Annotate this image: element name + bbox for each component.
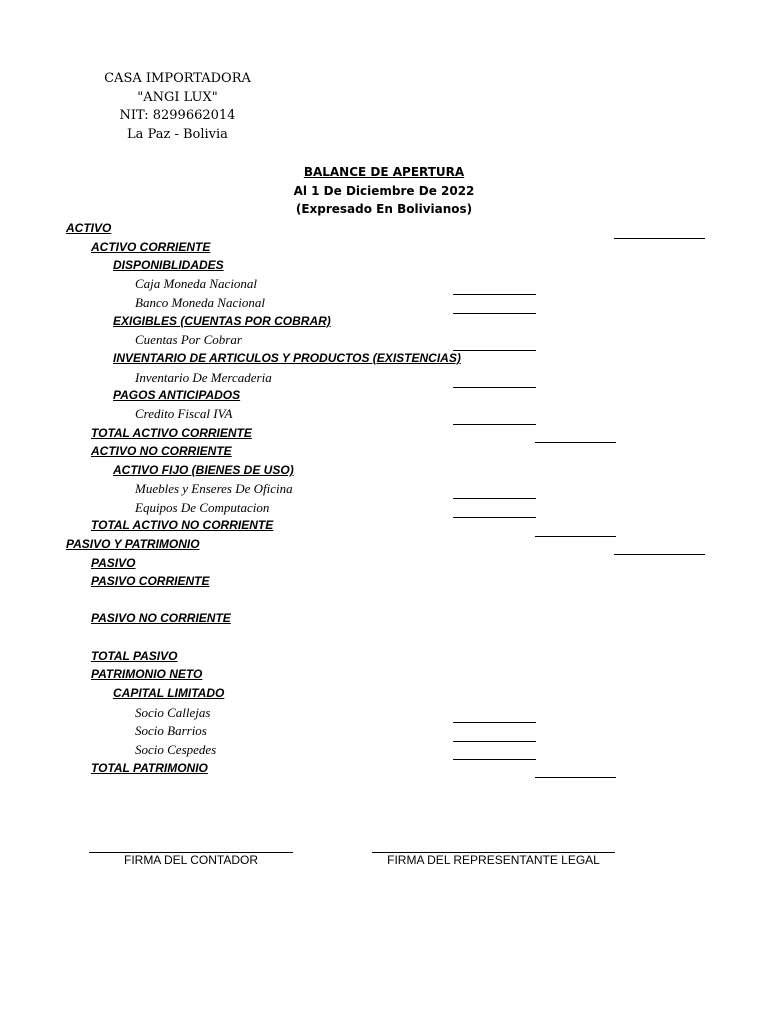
heading-disponibilidades: DISPONIBLIDADES [113, 258, 224, 272]
amount-line-muebles [453, 498, 536, 499]
report-titles [234, 163, 534, 219]
account-socio-cespedes: Socio Cespedes [135, 742, 217, 757]
account-equipos: Equipos De Computacion [135, 500, 270, 515]
account-banco: Banco Moneda Nacional [135, 295, 265, 310]
amount-line-cuentas-cobrar [453, 350, 536, 351]
amount-line-total-patrimonio [535, 777, 616, 778]
account-inventario: Inventario De Mercaderia [135, 370, 272, 385]
amount-line-inventario [453, 387, 536, 388]
amount-line-pasivo-patrimonio [614, 554, 705, 555]
heading-inventario: INVENTARIO DE ARTICULOS Y PRODUCTOS (EXISTENCIAS) [113, 351, 461, 365]
signature-label-contador: FIRMA DEL CONTADOR [123, 853, 258, 867]
amount-line-total-activo-corriente [535, 442, 616, 443]
amount-line-caja [453, 294, 536, 295]
report-title: BALANCE DE APERTURA [303, 165, 465, 179]
heading-capital-limitado: CAPITAL LIMITADO [113, 686, 225, 700]
account-muebles: Muebles y Enseres De Oficina [135, 481, 293, 496]
amount-line-socio-cespedes [453, 759, 536, 760]
heading-pasivo-no-corriente: PASIVO NO CORRIENTE [91, 611, 231, 625]
total-activo-no-corriente: TOTAL ACTIVO NO CORRIENTE [91, 518, 274, 532]
report-currency-note: (Expresado En Bolivianos) [295, 202, 473, 216]
amount-line-socio-barrios [453, 741, 536, 742]
heading-activo-no-corriente: ACTIVO NO CORRIENTE [91, 444, 232, 458]
heading-pasivo: PASIVO [91, 556, 136, 570]
account-caja: Caja Moneda Nacional [135, 276, 258, 291]
heading-pagos-anticipados: PAGOS ANTICIPADOS [113, 388, 241, 402]
account-cuentas-cobrar: Cuentas Por Cobrar [135, 332, 242, 347]
account-credito-fiscal: Credito Fiscal IVA [135, 406, 233, 421]
heading-pasivo-corriente: PASIVO CORRIENTE [91, 574, 210, 588]
heading-patrimonio-neto: PATRIMONIO NETO [91, 667, 203, 681]
company-brand: "ANGI LUX" [137, 89, 218, 105]
signature-label-representante: FIRMA DEL REPRESENTANTE LEGAL [387, 853, 600, 867]
section-activo: ACTIVO [66, 221, 112, 235]
amount-line-activo [614, 238, 705, 239]
amount-line-total-activo-no-corriente [535, 536, 616, 537]
heading-activo-fijo: ACTIVO FIJO (BIENES DE USO) [113, 463, 294, 477]
total-pasivo: TOTAL PASIVO [91, 649, 178, 663]
company-nit: NIT: 8299662014 [119, 108, 236, 123]
company-city: La Paz - Bolivia [127, 126, 228, 142]
total-activo-corriente: TOTAL ACTIVO CORRIENTE [91, 426, 252, 440]
amount-line-equipos [453, 517, 536, 518]
company-name: CASA IMPORTADORA [104, 71, 251, 86]
account-socio-barrios: Socio Barrios [135, 723, 207, 738]
amount-line-socio-callejas [453, 722, 536, 723]
company-header [95, 70, 260, 144]
heading-exigibles: EXIGIBLES (CUENTAS POR COBRAR) [113, 314, 331, 328]
amount-line-banco [453, 313, 536, 314]
total-patrimonio: TOTAL PATRIMONIO [91, 761, 208, 775]
report-date: Al 1 De Diciembre De 2022 [293, 183, 475, 198]
heading-activo-corriente: ACTIVO CORRIENTE [91, 240, 211, 254]
account-socio-callejas: Socio Callejas [135, 705, 211, 720]
section-pasivo-patrimonio: PASIVO Y PATRIMONIO [66, 537, 200, 551]
amount-line-credito-fiscal [453, 424, 536, 425]
